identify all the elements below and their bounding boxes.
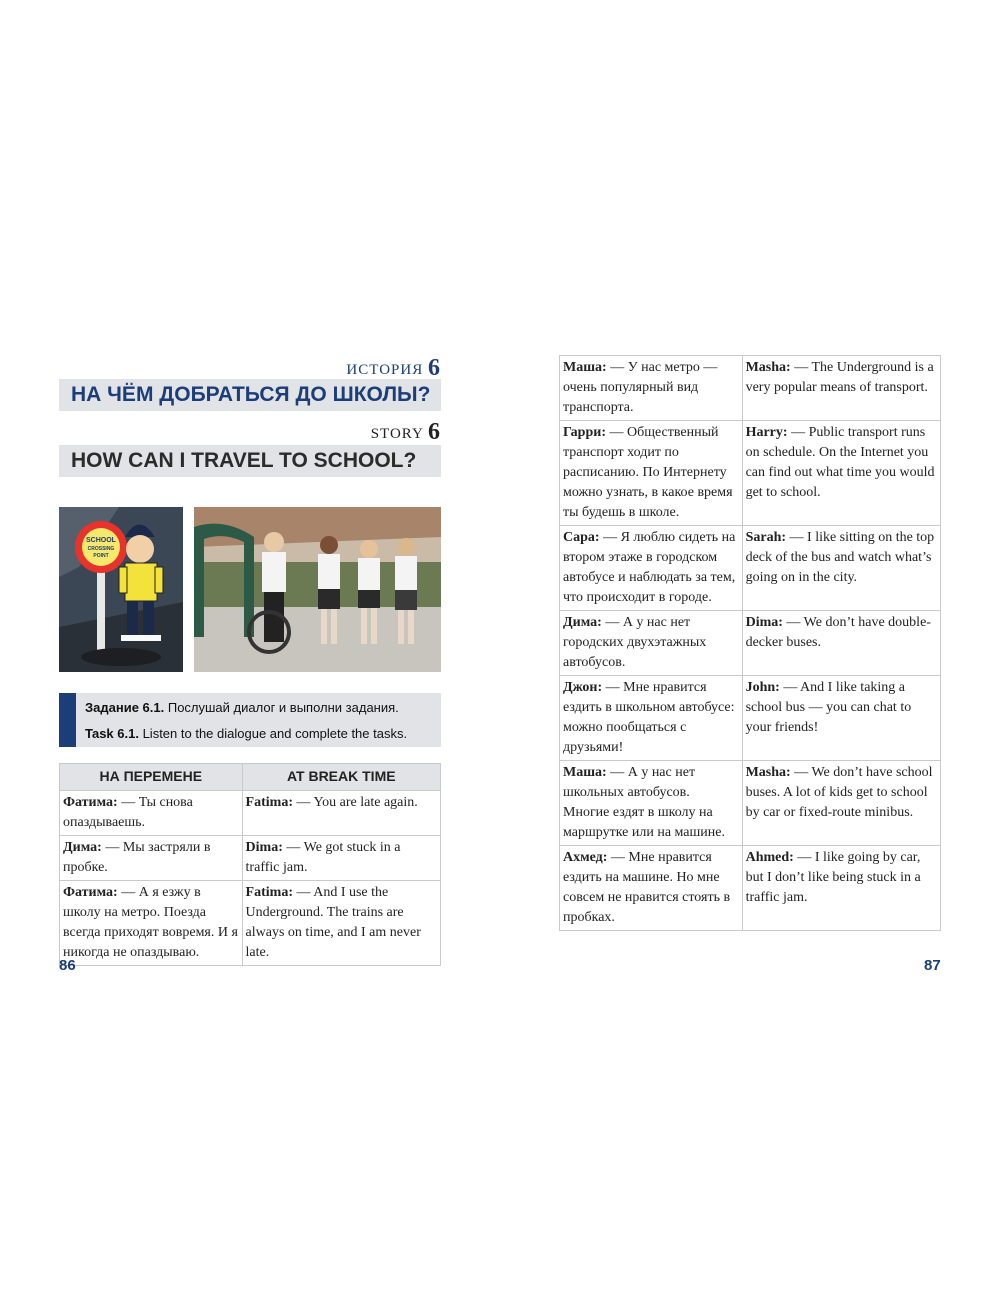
speaker-name: Dima: xyxy=(745,615,783,630)
dialogue-rows-left xyxy=(60,791,441,966)
speaker-name: John: xyxy=(745,680,780,695)
speaker-name: Harry: xyxy=(745,425,788,440)
speaker-name: Masha: xyxy=(745,765,791,780)
cell-ru xyxy=(560,676,743,761)
cell-ru xyxy=(560,611,743,676)
students-illustration xyxy=(194,507,441,672)
story-en-number: 6 xyxy=(428,419,441,445)
dialogue-table-right xyxy=(559,355,941,931)
table-row xyxy=(560,421,941,526)
table-header-en: AT BREAK TIME xyxy=(242,764,440,791)
cell-en xyxy=(242,791,440,836)
cell-ru xyxy=(560,526,743,611)
speaker-line: — The Underground is a very popular means of transport. xyxy=(745,360,934,395)
task-en xyxy=(85,726,407,741)
speaker-name: Джон: xyxy=(563,680,603,695)
cell-en xyxy=(742,611,940,676)
crossing-sign-photo xyxy=(59,507,183,672)
cell-ru xyxy=(560,761,743,846)
table-row xyxy=(560,611,941,676)
task-en-text: Listen to the dialogue and complete the tasks. xyxy=(138,726,408,741)
cell-en xyxy=(742,846,940,931)
cell-en xyxy=(742,676,940,761)
dialogue-rows-right xyxy=(560,356,941,931)
speaker-line: — You are late again. xyxy=(292,795,418,810)
speaker-name: Ахмед: xyxy=(563,850,608,865)
title-ru: НА ЧЁМ ДОБРАТЬСЯ ДО ШКОЛЫ? xyxy=(59,379,441,411)
cell-ru xyxy=(560,356,743,421)
cell-ru xyxy=(60,791,243,836)
photo-row xyxy=(59,507,441,673)
story-label-ru xyxy=(59,355,441,379)
speaker-name: Fatima: xyxy=(245,885,293,900)
speaker-line: — Мне нравится ездить на машине. Но мне совсем не нравится стоять в пробках. xyxy=(563,850,731,925)
story-ru-word: ИСТОРИЯ xyxy=(346,362,424,378)
cell-en xyxy=(742,421,940,526)
page-number-right: 87 xyxy=(924,957,941,974)
speaker-line: — А я езжу в школу на метро. Поезда всегда приходят вовремя. И я никогда не опаздываю. xyxy=(63,885,238,960)
speaker-line: — And I like taking a school bus — you can chat to your friends! xyxy=(745,680,912,735)
table-row xyxy=(60,791,441,836)
speaker-name: Dima: xyxy=(245,840,283,855)
speaker-line: — У нас метро — очень популярный вид транспорта. xyxy=(563,360,718,415)
table-row xyxy=(560,761,941,846)
story-ru-number: 6 xyxy=(428,355,441,381)
cell-ru xyxy=(60,836,243,881)
task-box xyxy=(59,693,441,747)
cell-en xyxy=(742,356,940,421)
cell-ru xyxy=(560,846,743,931)
dialogue-table-left xyxy=(59,763,441,966)
speaker-line: — Мы застряли в пробке. xyxy=(63,840,211,875)
speaker-line: — Я люблю сидеть на втором этаже в городском автобусе и наблюдать за тем, что происходит в городе. xyxy=(563,530,736,605)
speaker-line: — А у нас нет школьных автобусов. Многие ездят в школу на маршрутке или на машине. xyxy=(563,765,725,840)
speaker-line: — Мне нравится ездить в школьном автобусе: можно пообщаться с друзьями! xyxy=(563,680,735,755)
speaker-name: Маша: xyxy=(563,360,607,375)
cell-en xyxy=(742,526,940,611)
table-row xyxy=(560,676,941,761)
task-ru xyxy=(85,700,399,715)
speaker-name: Дима: xyxy=(63,840,102,855)
table-header-row xyxy=(60,764,441,791)
speaker-name: Ahmed: xyxy=(745,850,794,865)
speaker-name: Гарри: xyxy=(563,425,606,440)
speaker-name: Дима: xyxy=(563,615,602,630)
speaker-line: — We don’t have school buses. A lot of kids get to school by car or fixed-route minibus. xyxy=(745,765,933,820)
table-row xyxy=(60,881,441,966)
speaker-line: — I like going by car, but I don’t like being stuck in a traffic jam. xyxy=(745,850,921,905)
task-en-label: Task 6.1. xyxy=(85,726,139,741)
speaker-name: Sarah: xyxy=(745,530,787,545)
left-page xyxy=(59,355,441,966)
speaker-name: Маша: xyxy=(563,765,607,780)
speaker-name: Фатима: xyxy=(63,885,118,900)
speaker-line: — We got stuck in a traffic jam. xyxy=(245,840,401,875)
page-number-left: 86 xyxy=(59,957,76,974)
task-ru-text: Послушай диалог и выполни задания. xyxy=(164,700,399,715)
speaker-name: Сара: xyxy=(563,530,600,545)
speaker-line: — And I use the Underground. The trains are always on time, and I am never late. xyxy=(245,885,421,960)
sign-text-point: POINT xyxy=(93,553,109,559)
table-header-ru: НА ПЕРЕМЕНЕ xyxy=(60,764,243,791)
table-row xyxy=(560,356,941,421)
speaker-line: — А у нас нет городских двухэтажных автобусов. xyxy=(563,615,707,670)
table-row xyxy=(560,526,941,611)
cell-en xyxy=(242,881,440,966)
crossing-sign-illustration xyxy=(59,507,183,672)
sign-text-school: SCHOOL xyxy=(86,537,116,544)
right-page xyxy=(559,355,941,931)
cell-en xyxy=(742,761,940,846)
story-label-en xyxy=(59,419,441,445)
speaker-name: Fatima: xyxy=(245,795,293,810)
cell-en xyxy=(242,836,440,881)
students-photo xyxy=(194,507,441,672)
speaker-line: — We don’t have double-decker buses. xyxy=(745,615,931,650)
speaker-name: Masha: xyxy=(745,360,791,375)
title-en: HOW CAN I TRAVEL TO SCHOOL? xyxy=(59,445,441,477)
task-ru-label: Задание 6.1. xyxy=(85,700,165,715)
story-en-word: STORY xyxy=(370,426,424,442)
speaker-line: — Общественный транспорт ходит по расписанию. По Интернету можно узнать, в какое время ты будешь в школе. xyxy=(563,425,733,520)
cell-ru xyxy=(60,881,243,966)
speaker-line: — I like sitting on the top deck of the bus and watch what’s going on in the city. xyxy=(745,530,935,585)
speaker-line: — Ты снова опаздываешь. xyxy=(63,795,193,830)
sign-text-crossing: CROSSING xyxy=(87,546,115,552)
table-row xyxy=(60,836,441,881)
cell-ru xyxy=(560,421,743,526)
speaker-name: Фатима: xyxy=(63,795,118,810)
speaker-line: — Public transport runs on schedule. On the Internet you can find out what time you would get to school. xyxy=(745,425,935,500)
task-accent-stripe xyxy=(59,693,76,747)
table-row xyxy=(560,846,941,931)
